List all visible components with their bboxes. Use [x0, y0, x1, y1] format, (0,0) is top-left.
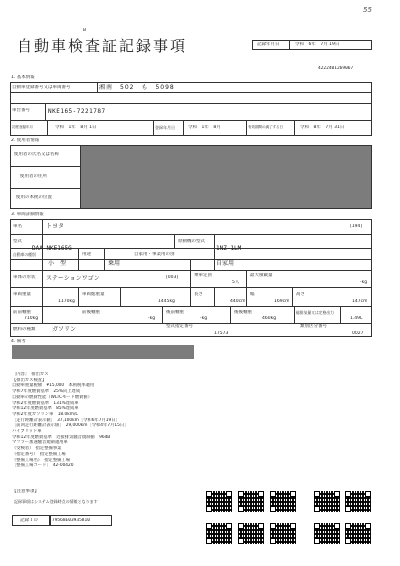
- width-label: 幅: [250, 292, 255, 297]
- displacement-label: 総排気量又は定格出力: [296, 310, 334, 315]
- rear-front-axle-value: -kg: [200, 316, 208, 321]
- user-address-label: 使用者の住所: [20, 174, 47, 179]
- use-value: 乗用: [108, 260, 121, 267]
- gross-weight-label: 車両総重量: [82, 292, 105, 297]
- front-rear-axle-value: -kg: [148, 316, 156, 321]
- registration-date-label: 登録年月日: [155, 125, 175, 130]
- issue-date-label: 記録年月日: [257, 42, 280, 47]
- approval-number-label: 型式指定番号: [166, 324, 193, 329]
- class-number-value: 0027: [352, 331, 364, 336]
- displacement-value: 1.49L: [350, 316, 363, 321]
- note-line: 令和12年度燃費基準 近接排気騒音規制値 96dB: [12, 434, 111, 440]
- use-label: 用途: [82, 252, 91, 257]
- expiry-date: 令和 8年 7月 31日: [300, 125, 345, 130]
- body-shape-code: [003]: [166, 275, 179, 280]
- engine-type-label: 原動機の型式: [178, 239, 205, 244]
- front-front-axle-label: 前前軸重: [13, 310, 31, 315]
- registration-date: 令和 1年 8月: [188, 125, 221, 130]
- qr-code-icon: [206, 523, 232, 544]
- note-line: （指定番号） 指定整備工場: [12, 451, 66, 457]
- qr-code-icon: [270, 523, 296, 544]
- note-line: 令和2年度ガソリン車 18.0km/L: [12, 411, 78, 417]
- note-line: ハイブリッド車: [12, 429, 42, 435]
- gross-weight-value: 1445kg: [158, 299, 175, 304]
- vehicle-kind-label: 自動車の種別: [13, 252, 36, 257]
- note-line: ［内容］ 排出ガス: [12, 372, 49, 377]
- record-id-value: 79568E03935810: [52, 518, 90, 523]
- front-front-axle-value: 710kg: [24, 316, 39, 321]
- model-label: 型式: [13, 239, 22, 244]
- section2-label: 2. 使用者情報: [11, 138, 40, 143]
- length-value: 440cm: [230, 299, 246, 304]
- user-name-label: 使用者の氏名又は名称: [14, 152, 59, 157]
- notice-label: 【注意事項】: [12, 489, 39, 494]
- width-value: 169cm: [274, 299, 290, 304]
- qr-code-icon: [270, 491, 296, 512]
- qr-code-icon: [314, 523, 340, 544]
- registration-number-label: 自動車登録番号又は車両番号: [12, 85, 71, 90]
- engine-type-value: 1NZ-1LM: [216, 245, 242, 252]
- purpose-label: 自家用・事業用の別: [134, 252, 175, 257]
- vehicle-kind-value: 小 型: [48, 260, 67, 267]
- form-letter: B: [83, 28, 87, 33]
- maker-code: [194]: [350, 224, 363, 229]
- expiry-label: 有効期間の満了する日: [248, 125, 283, 129]
- maker-value: トヨタ: [46, 223, 65, 230]
- length-label: 長さ: [194, 292, 203, 297]
- section4-label: 4. 備考: [11, 339, 26, 344]
- note-line: （整備工場名） 指定整備工場: [12, 457, 71, 463]
- vehicle-weight-label: 車両重量: [13, 292, 31, 297]
- note-line: ［走行距離計表示値］ 37,100km［令和6年7月19日］: [12, 417, 120, 423]
- rear-rear-axle-value: 460kg: [262, 316, 277, 321]
- max-load-label: 最大積載量: [250, 273, 273, 278]
- height-label: 高さ: [296, 292, 305, 297]
- capacity-value: 5人: [232, 280, 240, 285]
- qr-code-icon: [345, 491, 371, 512]
- capacity-label: 乗車定員: [194, 273, 212, 278]
- note-line: ［整備工場コード］ 42-00420: [12, 463, 74, 469]
- body-shape-label: 車体の形状: [13, 275, 36, 280]
- chassis-number: NKE165-7221787: [48, 108, 106, 115]
- maker-label: 車名: [13, 224, 22, 229]
- note-line: マフラー加速騒音規制適用車: [12, 440, 68, 446]
- rear-front-axle-label: 後前軸重: [166, 310, 184, 315]
- issue-date: 令和 6年 7月 19日: [295, 42, 340, 47]
- record-id-label: 記録ＩＤ: [20, 518, 38, 523]
- page-title: 自動車検査証記録事項: [17, 37, 188, 55]
- note-line: （受検者） 指定整備事業: [12, 446, 62, 452]
- height-value: 147cm: [352, 299, 368, 304]
- section1-label: 1. 基本情報: [11, 75, 35, 80]
- qr-code-icon: [314, 491, 340, 512]
- base-location-label: 使用の本拠の位置: [16, 195, 52, 200]
- class-number-label: 類別区分番号: [300, 324, 327, 329]
- front-rear-axle-label: 前後軸重: [82, 310, 100, 315]
- redacted-user-info: [81, 146, 371, 208]
- max-load-value: -kg: [360, 280, 368, 285]
- vehicle-weight-value: 1170kg: [58, 299, 75, 304]
- qr-code-icon: [238, 491, 264, 512]
- first-registration-date: 令和 1年 8月 1日: [55, 125, 97, 130]
- fuel-type-label: 燃料の種類: [13, 327, 36, 332]
- first-registration-label: 初度登録年月: [12, 125, 33, 129]
- note-line: 【排出ガス検査】: [12, 377, 47, 383]
- page-number: 55: [363, 6, 372, 14]
- qr-code-icon: [345, 523, 371, 544]
- model-value: DAA-NKE165G: [32, 245, 72, 252]
- note-line: 令和2年度燃費基準 131%達成車: [12, 400, 79, 406]
- note-line: 自動車の燃費性能（WLTCモード燃費値）: [12, 394, 93, 400]
- qr-code-icon: [238, 523, 264, 544]
- rear-rear-axle-label: 後後軸重: [234, 310, 252, 315]
- fuel-type-value: ガソリン: [52, 326, 77, 333]
- body-shape-value: ステーションワゴン: [46, 275, 100, 282]
- note-line: 自動車重量税額 ¥15,000 本則税率適用: [12, 383, 95, 389]
- note-line: 令和7年度燃費基準 25%向上達成: [12, 389, 81, 395]
- notice-text: 記録事項はシステム登録時点の情報となります: [14, 499, 98, 504]
- section3-label: 3. 車両詳細情報: [11, 212, 44, 217]
- approval-number-value: 17573: [214, 331, 229, 336]
- notes-list: [12, 372, 128, 469]
- registration-number: 湘南 502 も 5098: [99, 84, 175, 91]
- note-line: ［前回走行距離計表示値］ 29,000km［令和4年7月15日］: [12, 423, 129, 429]
- purpose-value: 自家用: [216, 260, 235, 267]
- redacted-notes-header: [12, 345, 194, 359]
- document-number: 4222401269067: [318, 66, 354, 71]
- qr-code-icon: [206, 491, 232, 512]
- chassis-number-label: 車台番号: [12, 108, 30, 113]
- note-line: 令和12年度燃費基準 85%達成車: [12, 406, 79, 412]
